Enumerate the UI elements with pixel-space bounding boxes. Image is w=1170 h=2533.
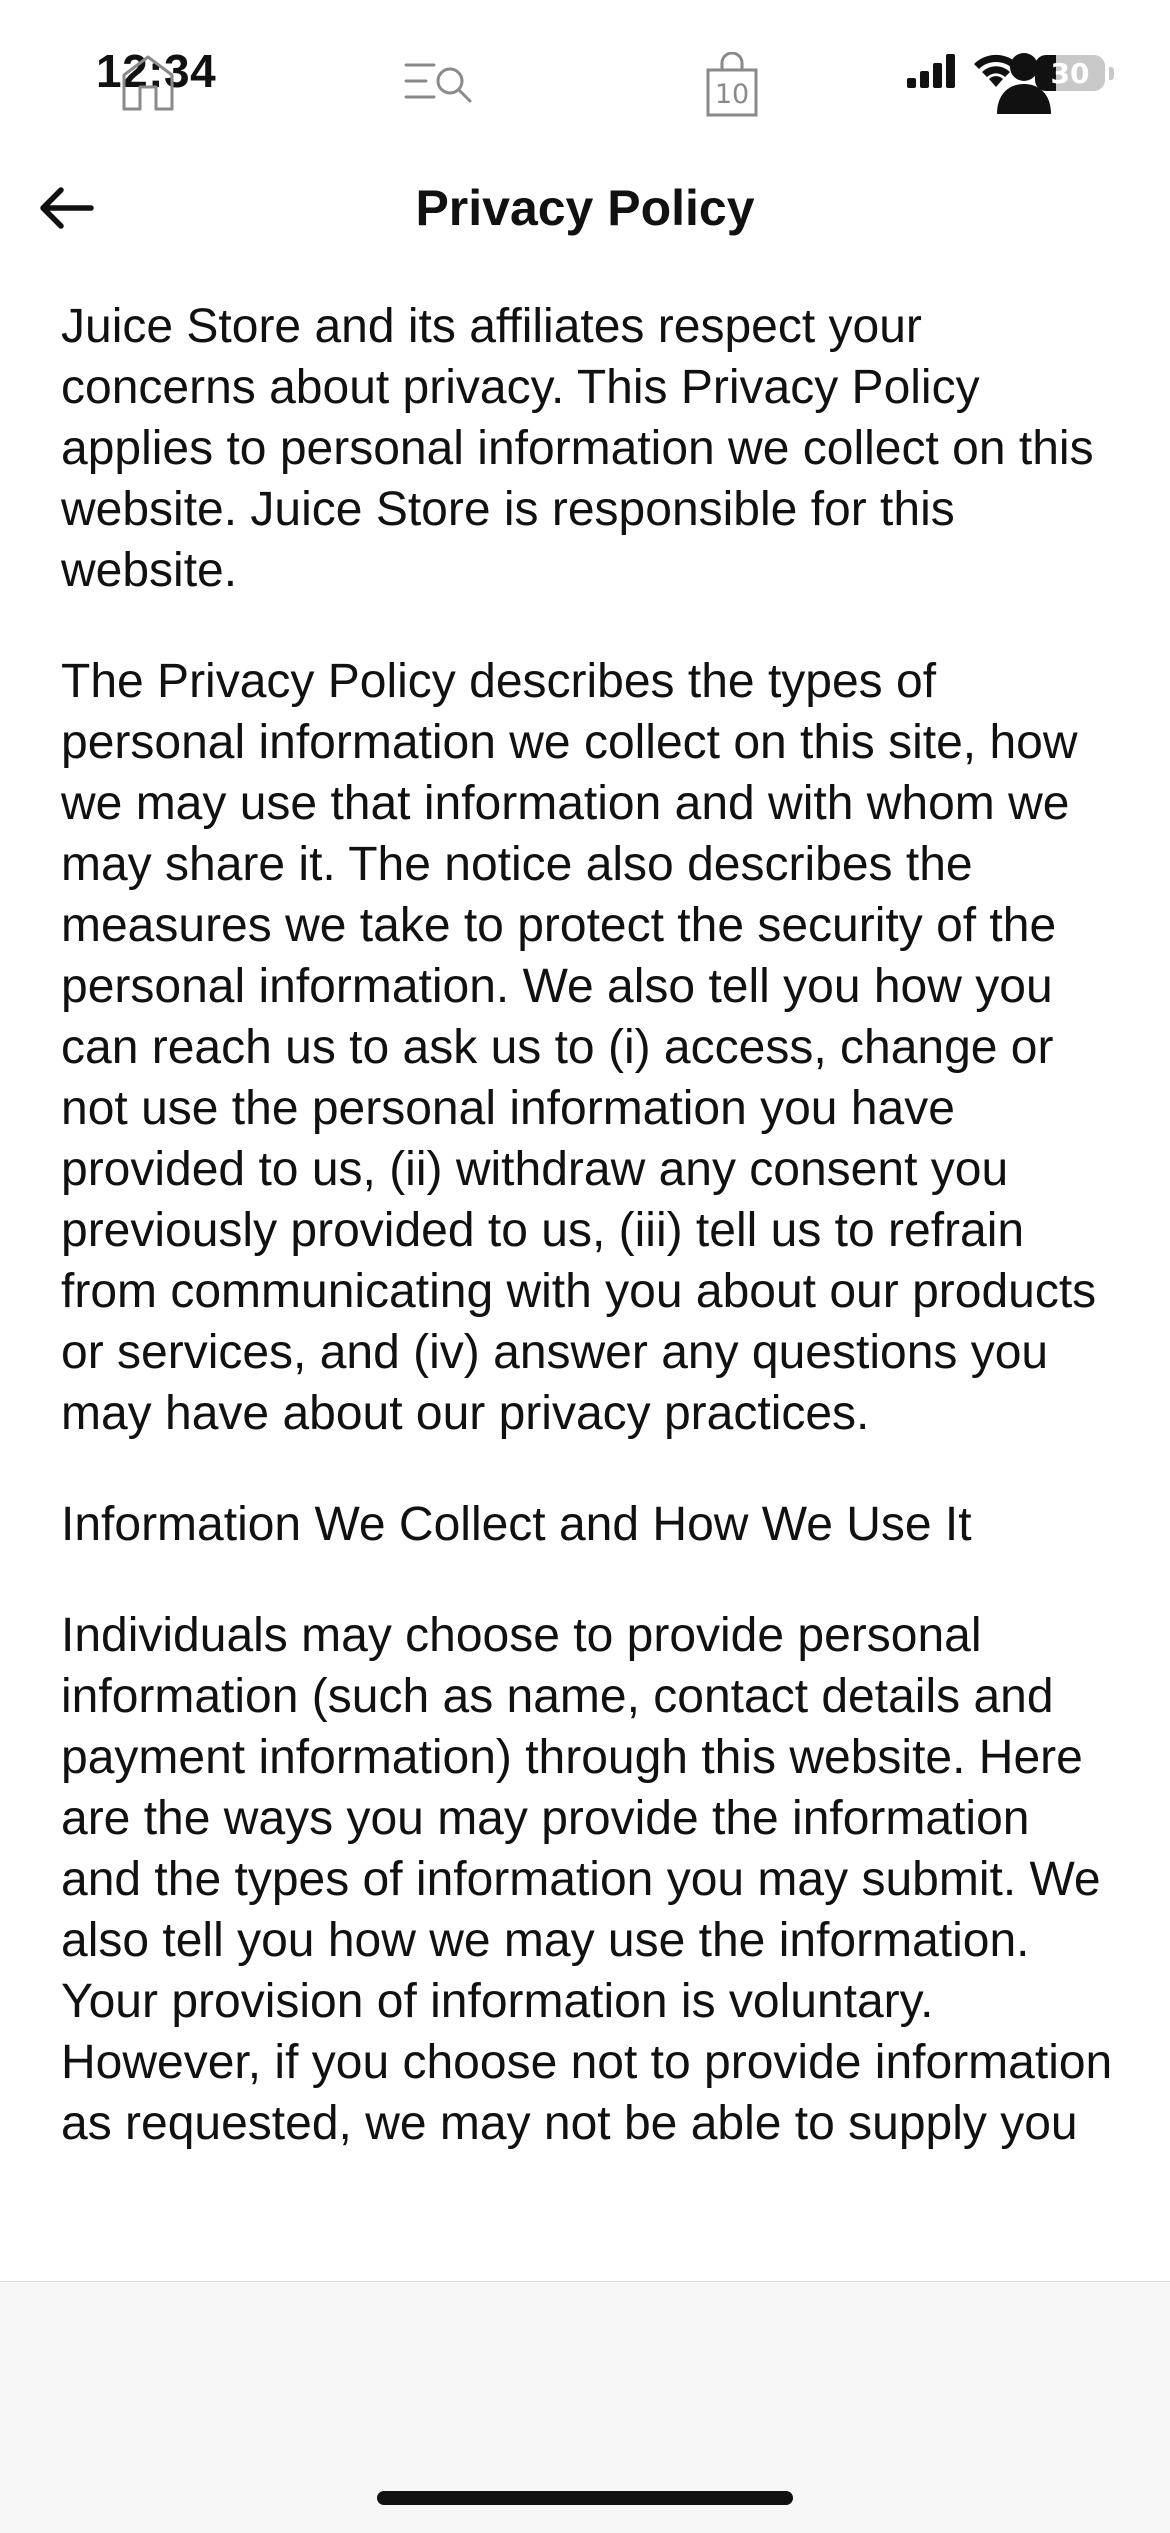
- policy-section-heading: Information We Collect and How We Use It: [61, 1498, 972, 1551]
- cart-badge-count: 10: [714, 79, 750, 110]
- home-indicator: [377, 2491, 793, 2505]
- tab-home[interactable]: [88, 35, 208, 135]
- battery-cap: [1109, 67, 1114, 80]
- battery-level: 30: [1050, 56, 1090, 90]
- person-icon: [995, 52, 1053, 119]
- tab-search[interactable]: [378, 35, 498, 135]
- cellular-signal-icon: [907, 54, 957, 93]
- search-menu-icon: [404, 61, 472, 110]
- privacy-policy-content[interactable]: [61, 296, 1121, 2276]
- home-icon: [120, 53, 176, 118]
- tab-cart[interactable]: [672, 35, 792, 135]
- shopping-bag-icon: [705, 52, 759, 118]
- page-title: Privacy Policy: [415, 180, 755, 236]
- header: [0, 160, 1170, 260]
- policy-paragraph-collection: Individuals may choose to provide personal information (such as name, contact details and payment information) through this website. Here are the ways you may provide the information and the types of information you may submit. We also tell you how we may use the information. Your provision of information is voluntary. However, if you choose not to provide information as requested, we may not be able to supply you: [61, 1609, 1113, 2150]
- status-time: 12:34: [96, 45, 217, 97]
- policy-paragraph-description: The Privacy Policy describes the types of personal information we collect on this site, how we may use that information and with whom we may share it. The notice also describes the measures we take to protect the security of the personal information. We also tell you how you can reach us to ask us to (i) access, change or not use the personal information you have provided to us, (ii) withdraw any consent you previously provided to us, (iii) tell us to refrain from communicating with you about our products or services, and (iv) answer any questions you may have about our privacy practices.: [61, 655, 1097, 1440]
- policy-paragraph-intro: Juice Store and its affiliates respect your concerns about privacy. This Privacy Policy applies to personal information we collect on this website. Juice Store is responsible for this website.: [61, 300, 1094, 597]
